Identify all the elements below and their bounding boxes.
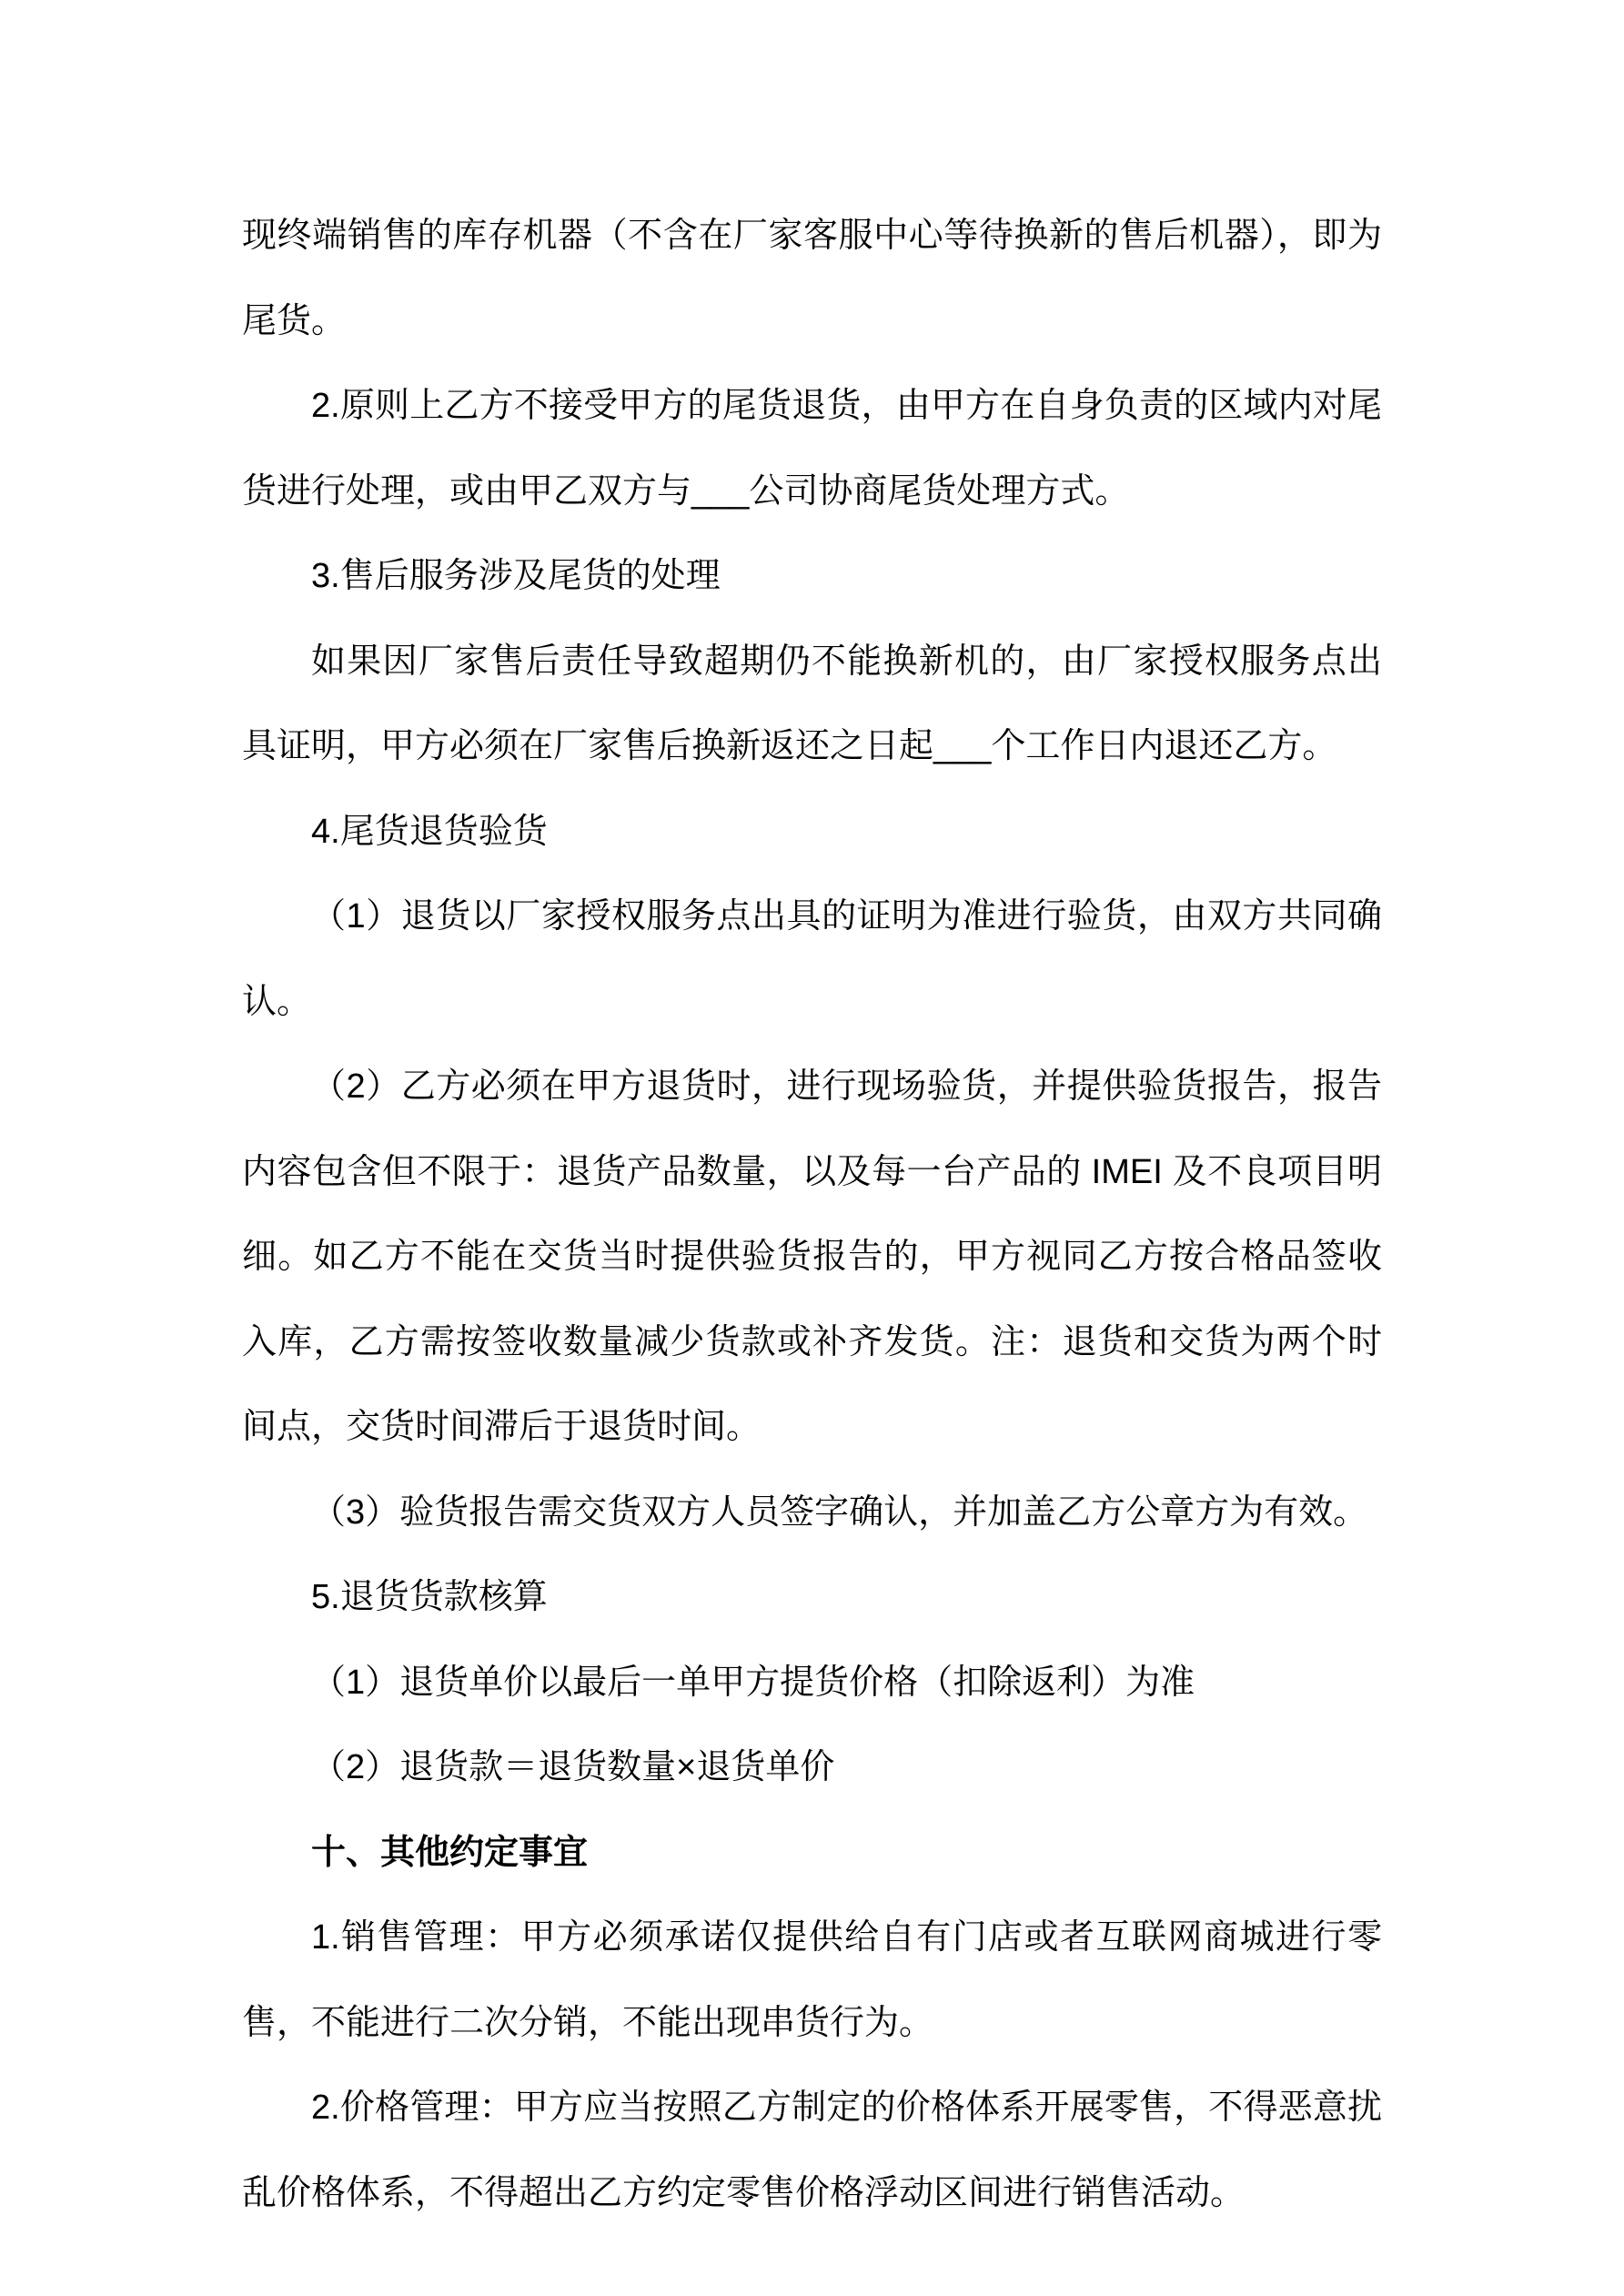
clause-4-tail-goods-inspection-heading: 4.尾货退货验货 <box>311 812 548 851</box>
clause-4-inspection-item-3: （3）验货报告需交货双方人员签字确认，并加盖乙方公章方为有效。 <box>311 1492 1368 1532</box>
clause-5-refund-calculation-heading: 5.退货货款核算 <box>311 1578 548 1616</box>
clause-2-tail-goods-return-principle: 2.原则上乙方不接受甲方的尾货退货，由甲方在自身负责的区域内对尾货进行处理，或由甲乙双方与___公司协商尾货处理方式。 <box>242 387 1382 511</box>
clause-price-management: 2.价格管理：甲方应当按照乙方制定的价格体系开展零售，不得恶意扰乱价格体系，不得超出乙方约定零售价格浮动区间进行销售活动。 <box>242 2089 1382 2212</box>
clause-3-after-sales-tail-goods-heading: 3.售后服务涉及尾货的处理 <box>311 557 721 595</box>
clause-4-inspection-item-2: （2）乙方必须在甲方退货时，进行现场验货，并提供验货报告，报告内容包含但不限于：退货产品数量，以及每一台产品的 IMEI 及不良项目明细。如乙方不能在交货当时提供验货报告的，甲方视同乙方按合格品签收入库，乙方需按签收数量减少货款或补齐发货。注：退货和交货为两个时间点，交货时间滞后于退货时间。 <box>242 1067 1382 1446</box>
clause-sales-management: 1.销售管理：甲方必须承诺仅提供给自有门店或者互联网商城进行零售，不能进行二次分销，不能出现串货行为。 <box>242 1918 1382 2042</box>
clause-tail-goods-definition-continuation: 现终端销售的库存机器（不含在厂家客服中心等待换新的售后机器），即为尾货。 <box>242 217 1382 340</box>
section-10-other-matters-heading: 十、其他约定事宜 <box>311 1833 589 1872</box>
clause-4-inspection-item-1: （1）退货以厂家授权服务点出具的证明为准进行验货，由双方共同确认。 <box>242 897 1382 1021</box>
clause-5-refund-item-1: （1）退货单价以最后一单甲方提货价格（扣除返利）为准 <box>311 1663 1195 1702</box>
clause-5-refund-item-2: （2）退货款＝退货数量×退货单价 <box>311 1748 835 1786</box>
clause-3-manufacturer-after-sales-detail: 如果因厂家售后责任导致超期仍不能换新机的，由厂家授权服务点出具证明，甲方必须在厂家售后换新返还之日起___个工作日内退还乙方。 <box>242 642 1382 765</box>
